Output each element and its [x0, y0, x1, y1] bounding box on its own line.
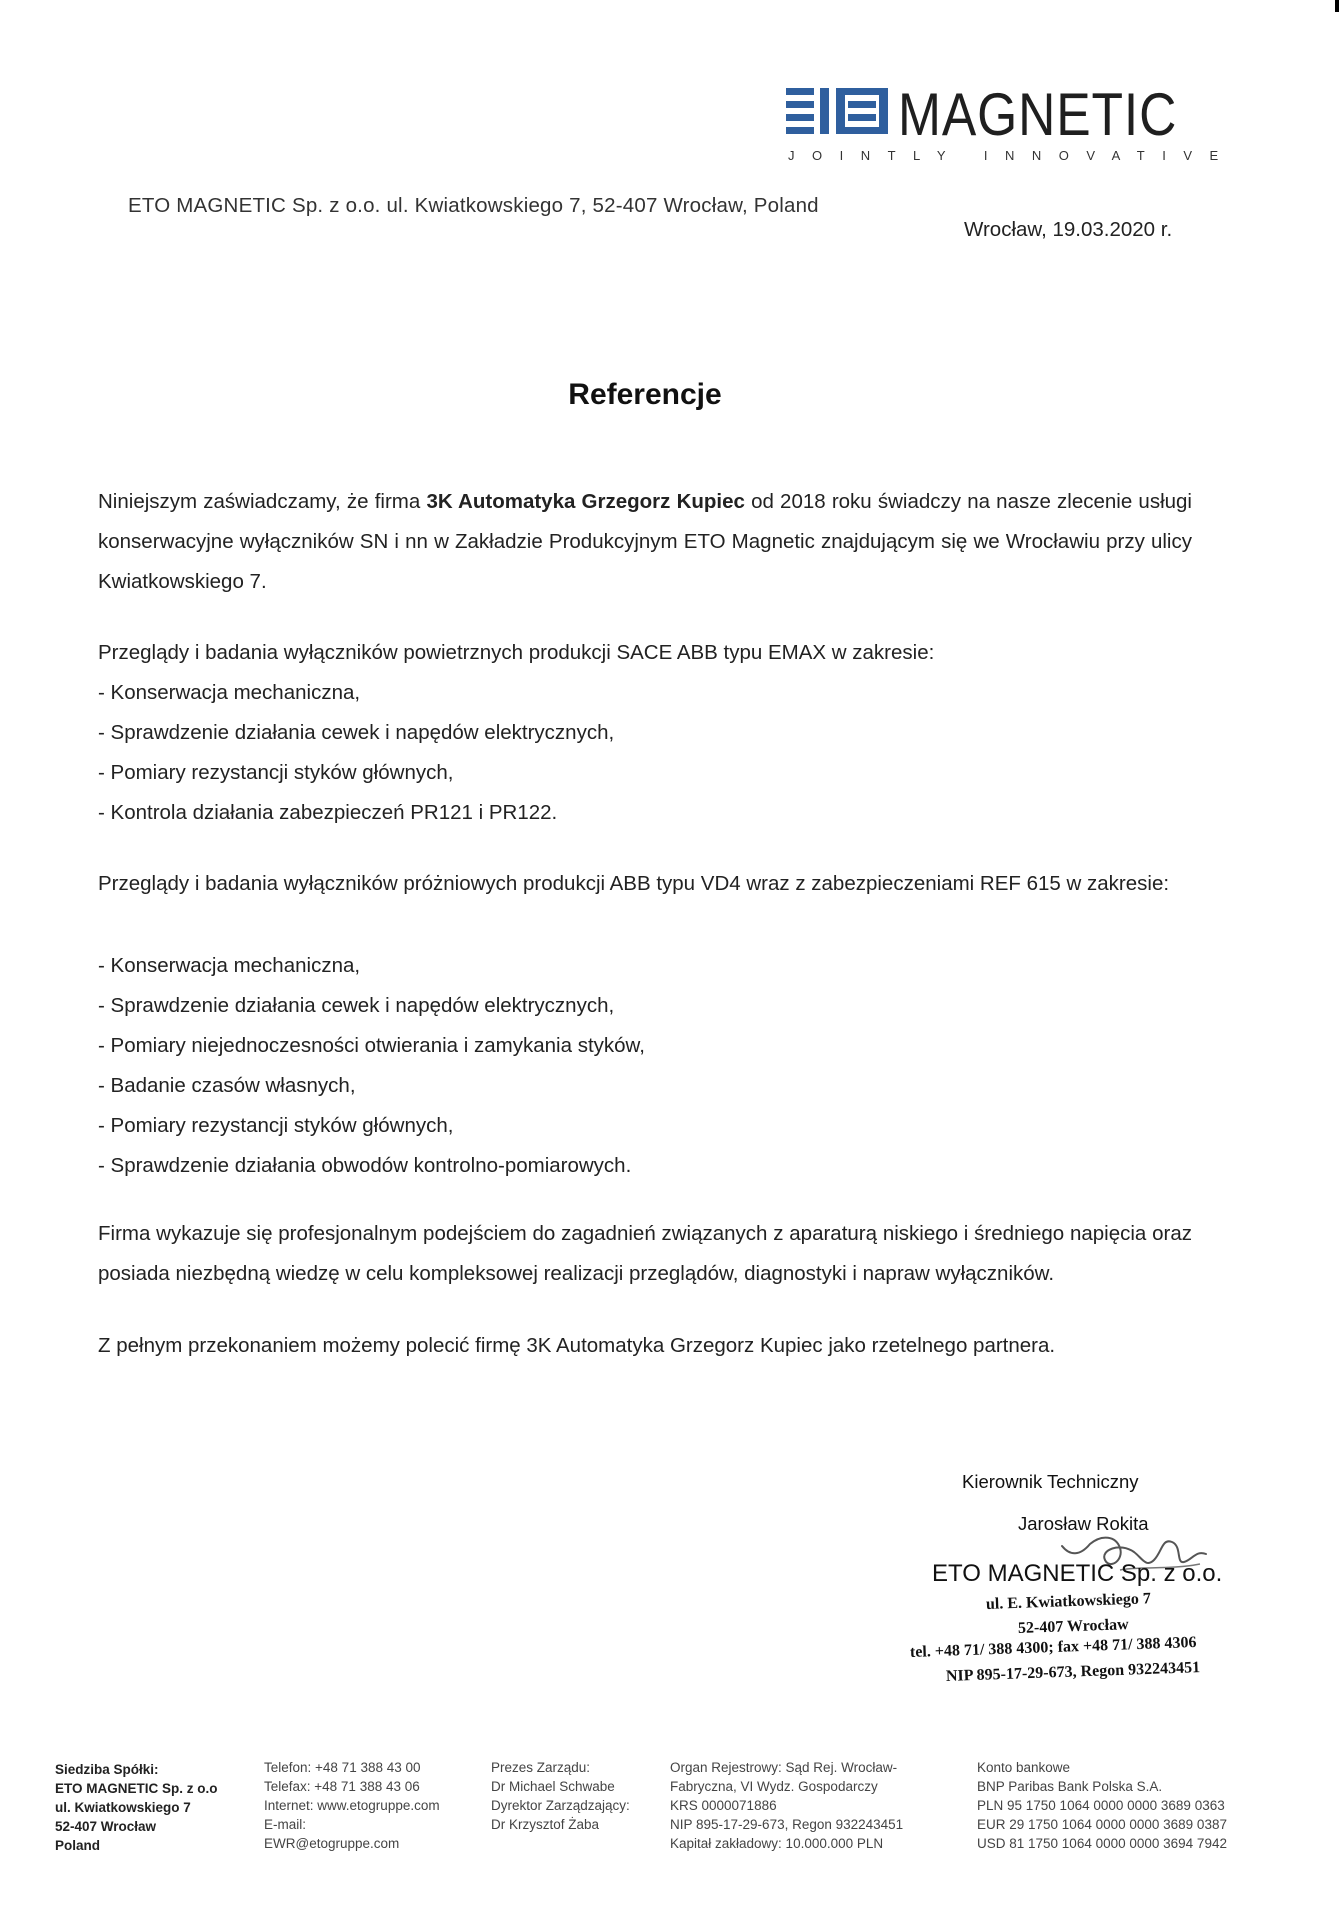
section1-item: - Sprawdzenie działania cewek i napędów elektrycznych,: [98, 721, 615, 744]
footer-management: Prezes Zarządu: Dr Michael Schwabe Dyrektor Zarządzający: Dr Krzysztof Żaba: [491, 1760, 630, 1832]
closing-paragraph: Firma wykazuje się profesjonalnym podejściem do zagadnień związanych z aparaturą niskiego i średniego napięcia oraz posiada niezbędną wiedzę w celu kompleksowej realizacji przeglądów, diagnostyki i napraw wyłączników.: [98, 1222, 1192, 1285]
footer-bank-accounts: Konto bankowe BNP Paribas Bank Polska S.A. PLN 95 1750 1064 0000 0000 3689 0363 EUR 29 1750 1064 0000 0000 3689 0387 USD 81 1750 1064 0000 0000 3694 7942: [977, 1760, 1227, 1851]
section1-item: - Pomiary rezystancji styków głównych,: [98, 761, 454, 784]
stamp-company: ETO MAGNETIC Sp. z o.o.: [932, 1560, 1223, 1587]
stamp-city: 52-407 Wrocław: [1017, 1616, 1129, 1637]
logo-tagline: JOINTLY INNOVATIVE: [788, 148, 1236, 163]
section2-item: - Sprawdzenie działania cewek i napędów elektrycznych,: [98, 994, 615, 1017]
section2-item: - Badanie czasów własnych,: [98, 1074, 356, 1097]
intro-paragraph: [98, 482, 1192, 602]
footer-registered-office: Siedziba Spółki: ETO MAGNETIC Sp. z o.o ul. Kwiatkowskiego 7 52-407 Wrocław Poland: [55, 1762, 218, 1853]
logo-brand-name: MAGNETIC: [898, 81, 1178, 148]
section1-item: - Kontrola działania zabezpieczeń PR121 i PR122.: [98, 801, 558, 824]
recommendation-line: Z pełnym przekonaniem możemy polecić firmę 3K Automatyka Grzegorz Kupiec jako rzetelnego partnera.: [98, 1334, 1056, 1357]
company-logo: [786, 81, 1236, 174]
footer-contact: Telefon: +48 71 388 43 00 Telefax: +48 71 388 43 06 Internet: www.etogruppe.com E-mail: EWR@etogruppe.com: [264, 1760, 440, 1851]
intro-text-before: Niniejszym zaświadczamy, że firma: [98, 490, 427, 513]
section2-item: - Sprawdzenie działania obwodów kontrolno-pomiarowych.: [98, 1154, 632, 1177]
footer-registry: Organ Rejestrowy: Sąd Rej. Wrocław- Fabryczna, VI Wydz. Gospodarczy KRS 0000071886 NIP 895-17-29-673, Regon 932243451 Kapitał zakładowy: 10.000.000 PLN: [670, 1760, 904, 1851]
section1-heading: Przeglądy i badania wyłączników powietrznych produkcji SACE ABB typu EMAX w zakresie:: [98, 641, 935, 664]
signature-name: Jarosław Rokita: [1018, 1513, 1149, 1534]
stamp-phones: tel. +48 71/ 388 4300; fax +48 71/ 388 4306: [909, 1634, 1197, 1661]
letter-date: Wrocław, 19.03.2020 r.: [964, 218, 1173, 241]
stamp-ids: NIP 895-17-29-673, Regon 932243451: [945, 1659, 1201, 1685]
intro-text-after: od 2018 roku świadczy na nasze zlecenie usługi konserwacyjne wyłączników SN i nn w Zakładzie Produkcyjnym ETO Magnetic znajdującym się we Wrocławiu przy ulicy Kwiatkowskiego 7.: [98, 490, 1192, 593]
stamp-street: ul. E. Kwiatkowskiego 7: [985, 1590, 1152, 1613]
scan-edge-mark: [1335, 0, 1339, 12]
section2-item: - Pomiary rezystancji styków głównych,: [98, 1114, 454, 1137]
section1-item: - Konserwacja mechaniczna,: [98, 681, 361, 704]
sender-address: ETO MAGNETIC Sp. z o.o. ul. Kwiatkowskiego 7, 52-407 Wrocław, Poland: [128, 194, 819, 217]
section2-item: - Pomiary niejednoczesności otwierania i zamykania styków,: [98, 1034, 645, 1057]
signature-role: Kierownik Techniczny: [962, 1471, 1139, 1492]
letter-title: Referencje: [568, 378, 722, 411]
section2-item: - Konserwacja mechaniczna,: [98, 954, 361, 977]
intro-company-name: 3K Automatyka Grzegorz Kupiec: [426, 490, 745, 513]
eto-logo-icon: [786, 88, 888, 134]
section2-heading: Przeglądy i badania wyłączników próżniowych produkcji ABB typu VD4 wraz z zabezpieczeniami REF 615 w zakresie:: [98, 872, 1170, 895]
